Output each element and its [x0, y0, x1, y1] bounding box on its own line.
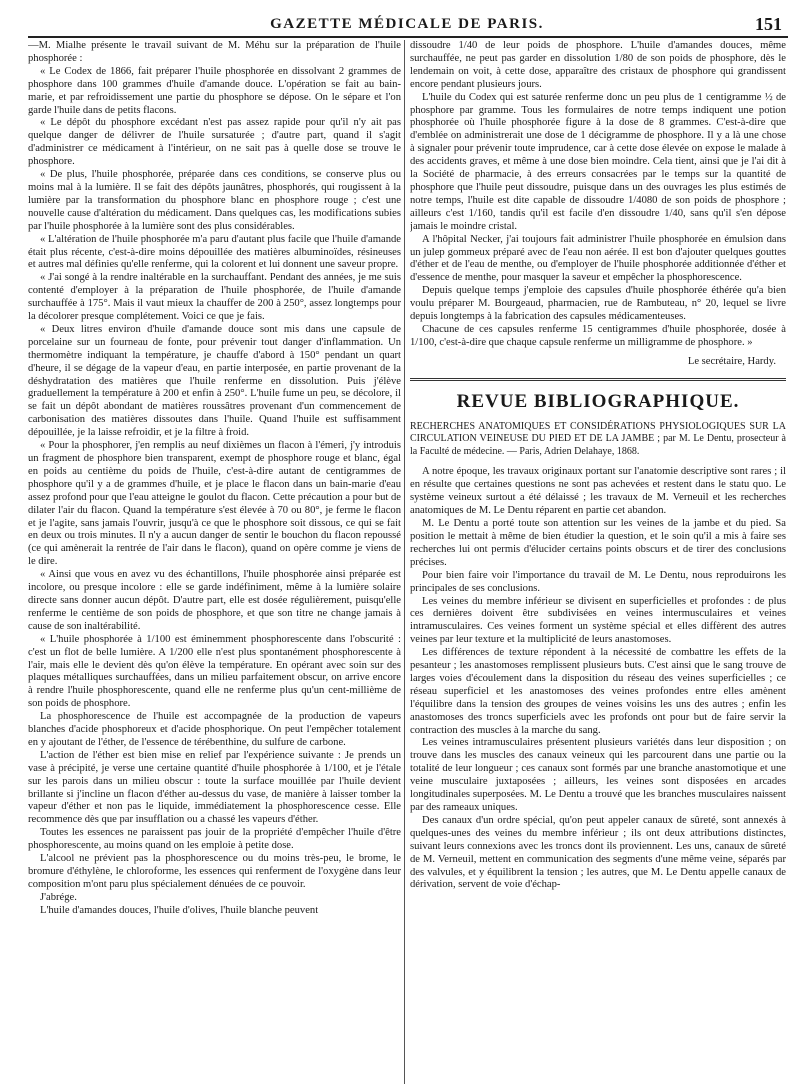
paragraph: « J'ai songé à la rendre inaltérable en la surchauffant. Pendant des années, je me suis contenté d'employer à la préparation de l'huile phosphorée, de l'huile d'amande surchauffée à 175°. Mais il vaut mieux la chauffer de 200 à 250°, assez longtemps pour la décolorer presque complétement. Voici ce que je fais.: [28, 272, 401, 323]
review-paragraph: Les différences de texture répondent à la nécessité de combattre les effets de la pesanteur ; les anastomoses remplissent plusieurs buts. C'est ainsi que le sang trouve de larges voies d'écoulement dans la disposition du réseau des veines superficielles ; ce réseau superficiel et les anastomoses des veines profondes entre elles amènent l'équilibre dans la tension des groupes de veines voisins les uns des autres ; enfin les anastomoses des troncs superficiels avec les profonds ont pour but de faire servir la contraction des muscles à la marche du sang.: [410, 647, 786, 736]
paragraph: « Le Codex de 1866, fait préparer l'huile phosphorée en dissolvant 2 grammes de phosphore dans 100 grammes d'huile d'amande douce. L'opération se fait au bain-marie, et par refroidissement une partie du phosphore se dépose. On le sépare et l'on garde l'huile dans de petits flacons.: [28, 65, 401, 116]
review-subtitle: RECHERCHES ANATOMIQUES ET CONSIDÉRATIONS PHYSIOLOGIQUES SUR LA CIRCULATION VEINEUSE DU PIED ET DE LA JAMBE ; par M. Le Dentu, prosecteur à la Faculté de médecine. — Paris, Adrien Delahaye, 1868.: [410, 420, 786, 457]
column-separator: [404, 40, 405, 1084]
review-title: REVUE BIBLIOGRAPHIQUE.: [456, 390, 740, 412]
review-paragraph: A notre époque, les travaux originaux portant sur l'anatomie descriptive sont rares ; il en résulte que certaines questions ne sont pas achevées et restent dans le statu quo. Le système veineux surtout a été délaissé ; les travaux de M. Verneuil et les recherches anatomiques de M. Le Dentu réparent en partie cet abandon.: [410, 466, 786, 517]
review-paragraph: M. Le Dentu a porté toute son attention sur les veines de la jambe et du pied. Sa position le mettait à même de bien étudier la question, et le soin qu'il a mis à faire ses recherches lui ont permis d'élucider certains points obscurs et de tirer des conclusions précises.: [410, 518, 786, 568]
paragraph: L'action de l'éther est bien mise en relief par l'expérience suivante : Je prends un vase à précipité, je verse une certaine quantité d'huile phosphorée à 1/100, et je l'étale sur les parois dans un milieu obscur : toute la surface mouillée par l'huile devient brillante si j'incline un flacon d'éther au-dessus du vase, de manière à laisser tomber la vapeur d'éther et non pas le liquide, immédiatement la phosphorescence cesse. Elle recommence dès que par insufflation ou a chassé les vapeurs d'éther.: [28, 749, 401, 826]
paragraph: dissoudre 1/40 de leur poids de phosphore. L'huile d'amandes douces, même surchauffée, ne peut pas garder en dissolution 1/80 de son poids de phosphore, dès le lendemain on voit, à cette dose, apparaître des cristaux de phosphore qui grandissent encore pendant plusieurs jours.: [410, 40, 786, 90]
review-paragraph: Des canaux d'un ordre spécial, qu'on peut appeler canaux de sûreté, sont annexés à quelques-unes des veines du membre inférieur ; ils ont deux attributions distinctes, suivant leurs connexions avec les troncs dont ils proviennent. Les uns, canaux de sûreté de M. Verneuil, mettent en communication des segments d'une même veine, séparés par des valvules, et y équilibrent la tension ; les autres, que M. Le Dentu appelle canaux de dérivation, servent de voie d'échap-: [410, 814, 786, 891]
section-divider: [410, 378, 786, 381]
paragraph: L'huile du Codex qui est saturée renferme donc un peu plus de 1 centigramme ½ de phosphore par gramme. Tous les formulaires de notre temps indiquent une potion phosphorée où l'huile phosphorée figure à la dose de 8 grammes. C'est-à-dire que d'emblée on administrerait une dose de 1 décigramme de phosphore. Il y a là une chose à signaler pour prévenir toute imprudence, car à cette dose élevée on expose le malade à des accidents graves, et même à une dose bien moindre. Cela tient, ainsi que je l'ai dit à la Société de pharmacie, à des erreurs consacrées par le temps sur la quantité de phosphore que l'huile peut dissoudre, puisque dans un des ouvrages les plus estimés de notre temps, l'huile est dite capable de dissoudre 1/4080 de son poids de phosphore ; ailleurs c'est 1/160, tandis qu'il est facile d'en dissoudre 1/40, sans qu'il s'en dépose jamais le moindre cristal.: [410, 91, 786, 232]
paragraph: « Pour la phosphorer, j'en remplis au neuf dixièmes un flacon à l'émeri, j'y introduis un fragment de phosphore bien transparent, exempt de phosphore rouge et blanc, égal en poids au centième du poids de l'huile, c'est-à-dire autant de centigrammes de phosphore qu'il y a de grammes d'huile, et je place le flacon dans un bain-marie d'eau assez profond pour que l'eau atteigne le goulot du flacon. Cette précaution a pour but de dilater l'air du flacon. Quand la température s'est élevée à 70 ou 80°, je ferme le flacon et je l'agite, sans jamais l'ouvrir, jusqu'à ce que le phosphore soit dissous, ce qui se fait en deux ou trois minutes. Il n'y a aucun danger de sentir le bouchon du flacon repoussé (ce qui amènerait la rentrée de l'air dans le flacon), quand on opère comme je viens de le dire.: [28, 440, 401, 568]
paragraph: Chacune de ces capsules renferme 15 centigrammes d'huile phosphorée, dosée à 1/100, c'est-à-dire que chaque capsule renferme un milligramme de phosphore. »: [410, 323, 786, 348]
review-paragraph: Les veines intramusculaires présentent plusieurs variétés dans leur disposition ; on trouve dans les muscles des canaux veineux qui les parcourent dans une partie ou la totalité de leur longueur ; ces canaux sont formés par une branche anastomotique et une veine musculaire juxtaposées ; ailleurs, les veines sont disposées en arcades longitudinales superposées. M. Le Dentu a trouvé que les branches musculaires naissent par des rameaux uniques.: [410, 737, 786, 813]
paragraph: J'abrége.: [40, 891, 77, 903]
paragraph: « Le dépôt du phosphore excédant n'est pas assez rapide pour qu'il n'y ait pas quelque danger de délivrer de l'huile sursaturée ; d'autre part, quand il s'agit d'administrer ce médicament à l'intérieur, on ne sait pas à quelle dose se trouve le phosphore.: [28, 117, 401, 168]
left-column: [28, 40, 401, 1088]
page-number: 151: [755, 14, 782, 34]
paragraph: L'huile d'amandes douces, l'huile d'olives, l'huile blanche peuvent: [40, 904, 319, 916]
paragraph: —M. Mialhe présente le travail suivant de M. Méhu sur la préparation de l'huile phosphorée :: [28, 40, 401, 64]
paragraph: « Deux litres environ d'huile d'amande douce sont mis dans une capsule de porcelaine sur un fourneau de fonte, pour prévenir tout danger d'inflammation. Un thermomètre indiquant la température, je chauffe d'abord à 150° pendant un quart d'heure, il se dégage de la vapeur d'eau, en partie interposée, en partie provenant de la déshydratation des matières que l'huile renferme en dissolution. Puis j'élève graduellement la température à 200 et enfin à 250°. L'huile fume un peu, se décolore, il se fait un dépôt abondant de matières roussâtres provenant d'un commencement de carbonisation des matières dissoutes dans l'huile. Quand l'huile est suffisamment dépouillée, je la laisse refroidir, et je la filtre à froid.: [28, 323, 401, 439]
paragraph: Toutes les essences ne paraissent pas jouir de la propriété d'empêcher l'huile d'être phosphorescente, au moins quand on les emploie à petite dose.: [28, 827, 401, 852]
paragraph: « Ainsi que vous en avez vu des échantillons, l'huile phosphorée ainsi préparée est incolore, ou presque incolore : elle se garde indéfiniment, même à la lumière solaire directe sans donner aucun dépôt. D'autre part, elle est dosée régulièrement, puisqu'elle renferme le centième de son poids de phosphore, et que son titre ne change jamais à cause de son inaltérabilité.: [28, 569, 401, 632]
paragraph: Depuis quelque temps j'emploie des capsules d'huile phosphorée éthérée qu'a bien voulu préparer M. Bourgeaud, pharmacien, rue de Rambuteau, n° 20, lequel se livre depuis longtemps à la fabrication des capsules médicamenteuses.: [410, 285, 786, 323]
paragraph: « L'huile phosphorée à 1/100 est éminemment phosphorescente dans l'obscurité : c'est un flot de belle lumière. A 1/200 elle n'est plus spontanément phosphorescente à l'air, mais elle le devient dès qu'on élève la température. En opérant avec soin sur des plaques métalliques surchauffées, dans un milieu parfaitement obscur, on arrive encore à rendre l'huile phosphorescente, quand elle ne renferme plus qu'un cent-millième de son poids de phosphore.: [28, 633, 401, 710]
review-paragraph: Les veines du membre inférieur se divisent en superficielles et profondes : de plus ces dernières doivent être subdivisées en veines intermusculaires et veines intramusculaires. Ces veines forment un système spécial et elles diffèrent des autres veines par leur texture et la multiplicité de leurs anastomoses.: [410, 595, 786, 646]
paragraph: A l'hôpital Necker, j'ai toujours fait administrer l'huile phosphorée en émulsion dans un julep gommeux préparé avec de l'eau non aérée. Il est bon d'ajouter quelques gouttes d'éther et de l'eau de menthe, ou d'employer de l'huile phosphorée additionnée d'éther et d'essence de menthe, pour masquer la saveur et empêcher la phosphorescence.: [410, 233, 786, 284]
header-rule: [28, 36, 788, 38]
paragraph: L'alcool ne prévient pas la phosphorescence ou du moins très-peu, le brome, le bromure d'éthylène, le chloroforme, les essences qui renferment de l'oxygène dans leur composition m'ont paru plus spécialement dénuées de ce pouvoir.: [28, 853, 401, 890]
paragraph: « L'altération de l'huile phosphorée m'a paru d'autant plus facile que l'huile d'amande était plus récente, c'est-à-dire moins dépouillée des matières albuminoïdes, résineuses et autres mal définies qu'elle renferme, qui la colorent et lui donnent une saveur propre.: [28, 233, 401, 271]
paragraph: « De plus, l'huile phosphorée, préparée dans ces conditions, se conserve plus ou moins mal à la lumière. Il se fait des dépôts jaunâtres, phosphorés, qui rougissent à la lumière par la transformation du phosphore blanc en phosphore rouge ; c'est une nouvelle cause d'altération du médicament. Dans quelques cas, les modifications subies par l'huile phosphorée à la lumière sont des plus considérables.: [28, 169, 401, 232]
paragraph: La phosphorescence de l'huile est accompagnée de la production de vapeurs blanches d'acide phosphoreux et d'acide phosphorique. On peut l'empêcher totalement en y ajoutant de l'éther, de l'essence de térébenthine, du sulfure de carbone.: [28, 711, 401, 748]
signature: Le secrétaire, Hardy.: [687, 355, 776, 367]
journal-title: GAZETTE MÉDICALE DE PARIS.: [270, 16, 544, 32]
right-column: [410, 40, 786, 1088]
page-header: [28, 10, 786, 38]
review-paragraph: Pour bien faire voir l'importance du travail de M. Le Dentu, nous reproduirons les principales de ses conclusions.: [410, 569, 786, 594]
